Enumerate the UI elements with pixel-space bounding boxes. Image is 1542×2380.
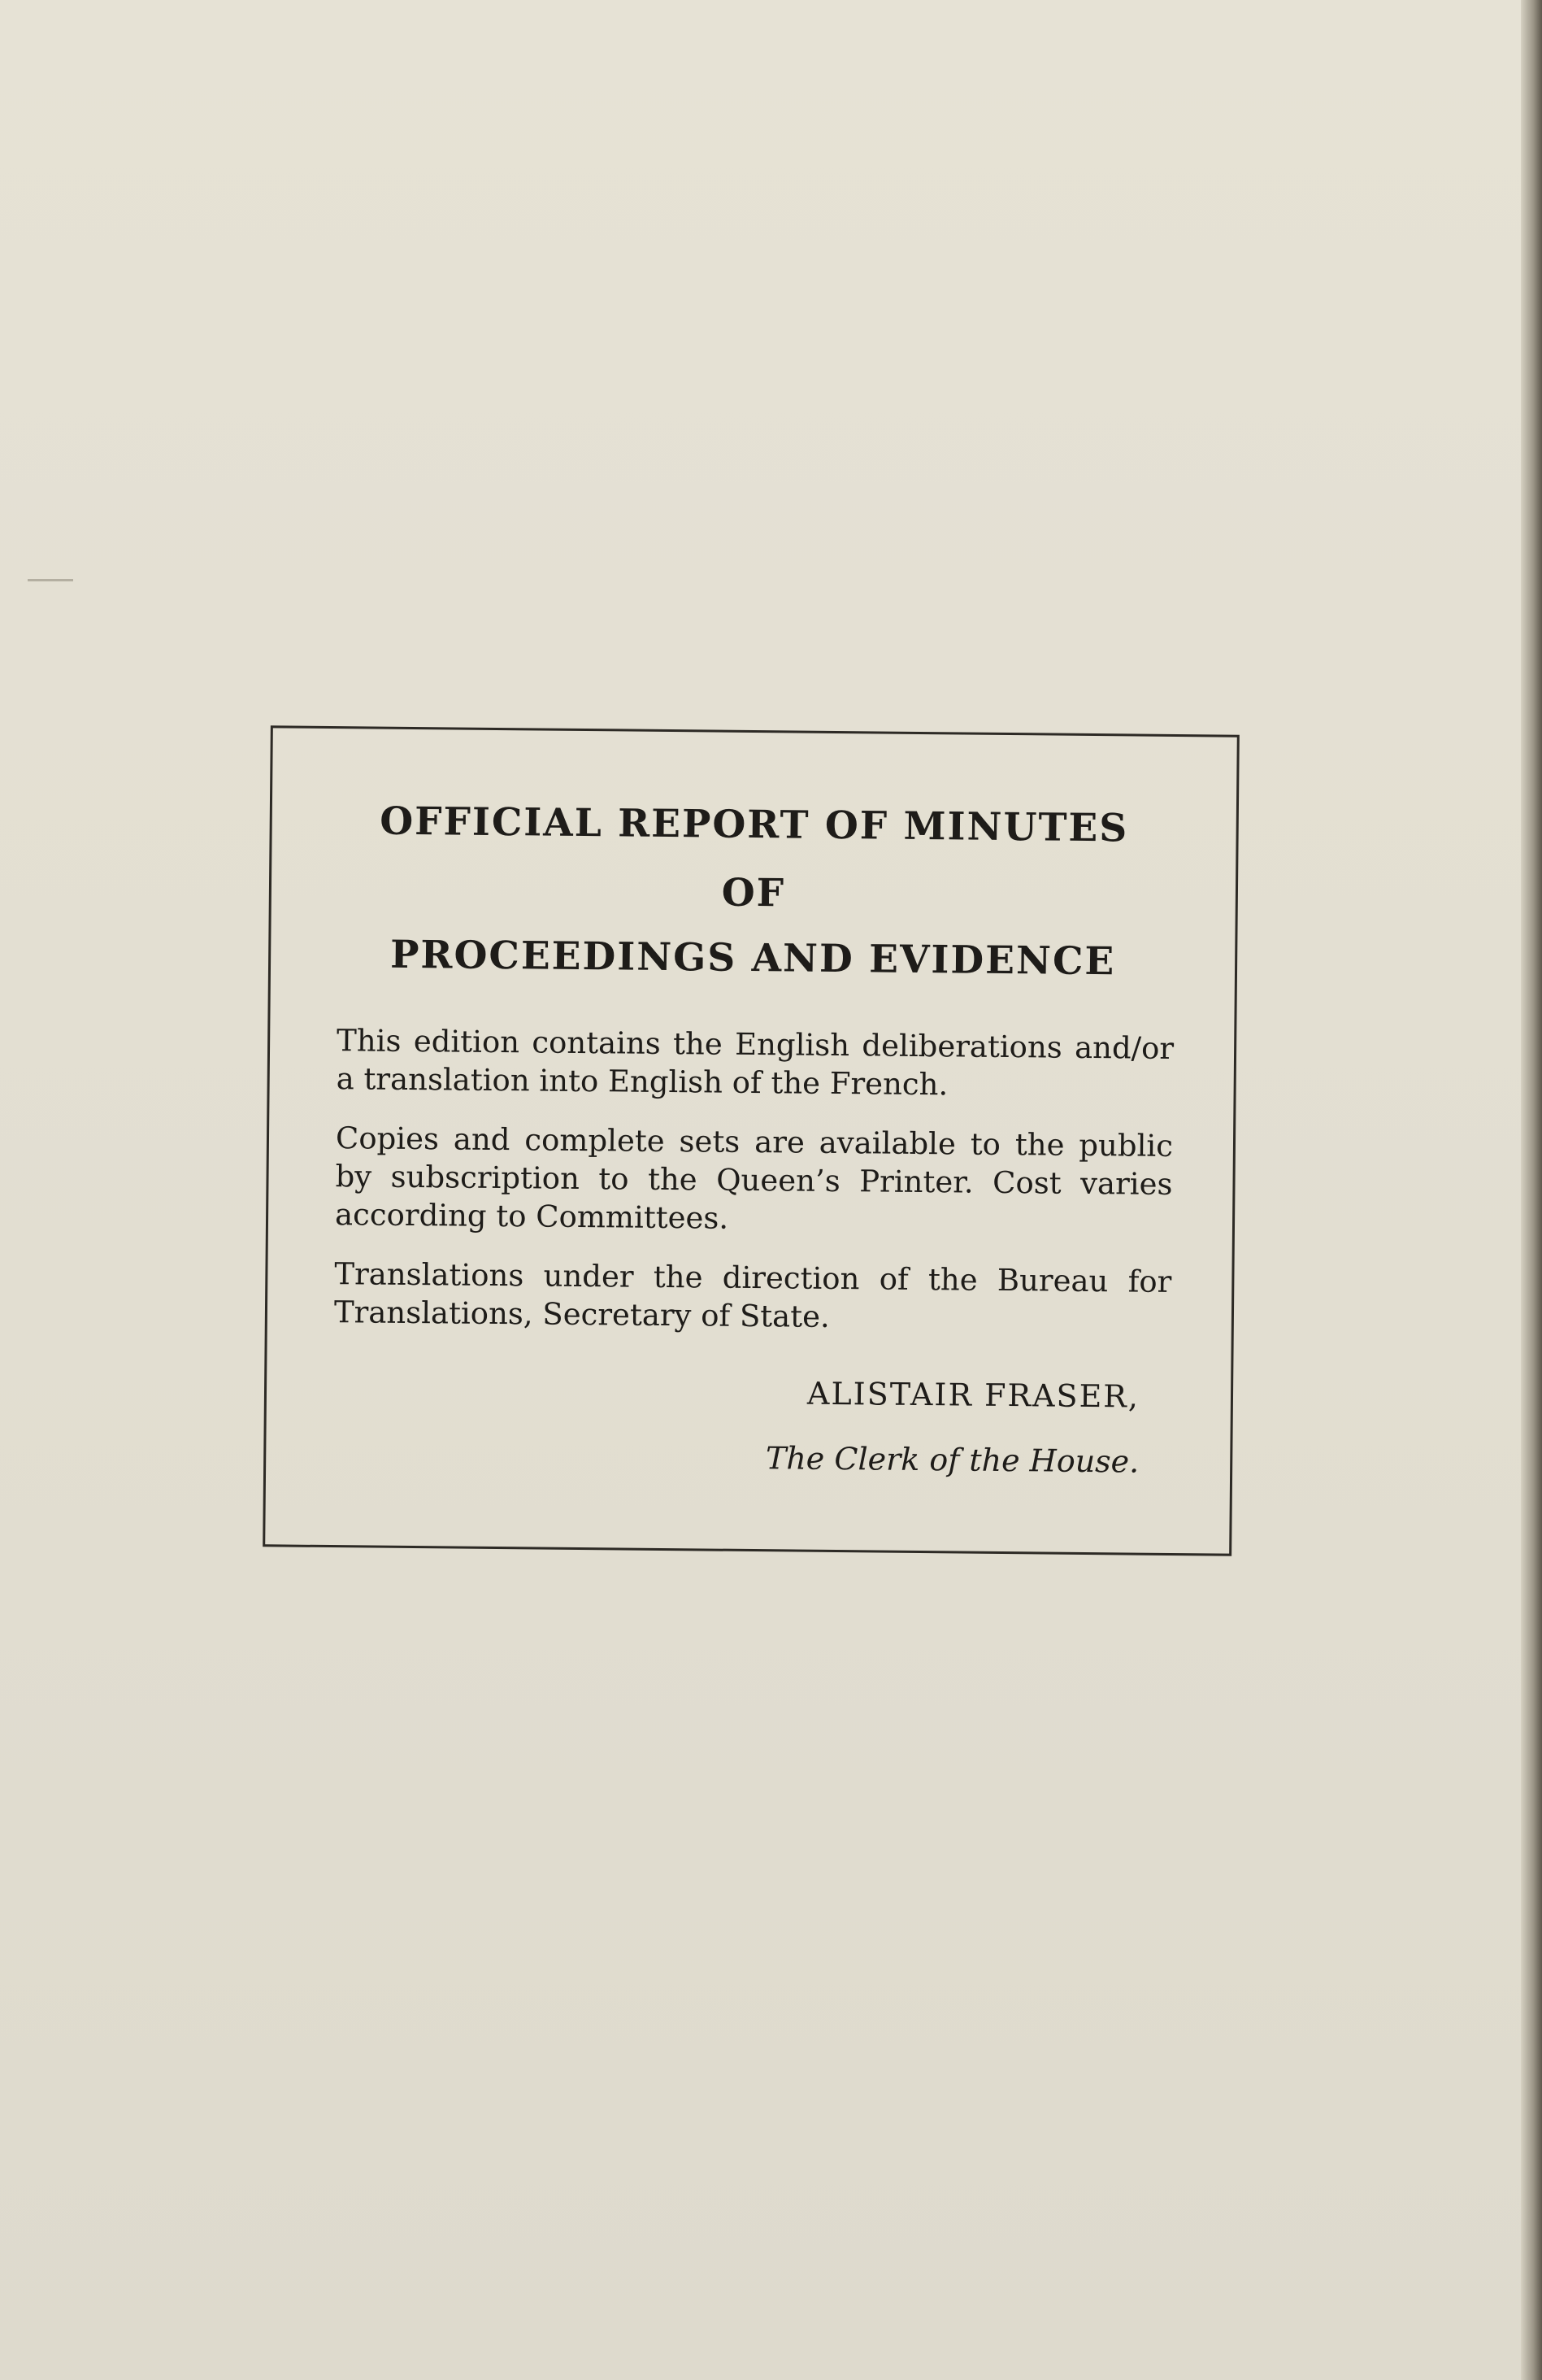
- notice-heading-line-3: PROCEEDINGS AND EVIDENCE: [389, 932, 1116, 985]
- subscription-paragraph: Copies and complete sets are available to the public by subscription to the Queen’s Printer. Cost varies according to Committees.: [334, 1120, 1174, 1236]
- signatory-title: The Clerk of the House.: [765, 1440, 1140, 1480]
- margin-mark: [28, 579, 73, 581]
- notice-heading-line-2: OF: [721, 870, 786, 916]
- notice-heading-line-1: OFFICIAL REPORT OF MINUTES: [379, 798, 1129, 851]
- signatory-name: ALISTAIR FRASER,: [806, 1375, 1140, 1415]
- edition-paragraph: This edition contains the English deliberations and/or a translation into English of the French.: [336, 1023, 1175, 1103]
- page-edge-shadow: [1521, 0, 1542, 2380]
- official-report-notice-box: [263, 725, 1240, 1555]
- translation-paragraph: Translations under the direction of the Bureau for Translations, Secretary of State.: [333, 1256, 1172, 1334]
